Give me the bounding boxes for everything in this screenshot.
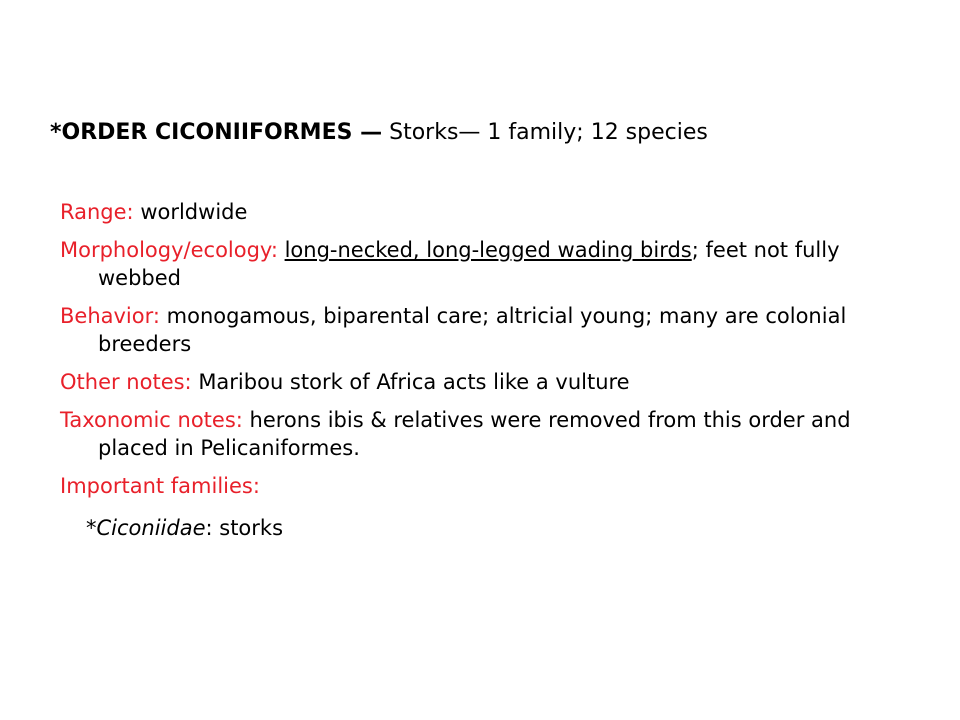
morphology-underlined-text: long-necked, long-legged wading birds [284, 238, 692, 262]
family-marker: * [86, 516, 97, 540]
other-notes-label: Other notes: [60, 370, 192, 394]
family-item-ciconiidae [86, 514, 910, 542]
taxonomic-notes-label: Taxonomic notes: [60, 408, 243, 432]
title-order-name: *ORDER CICONIIFORMES — [50, 120, 383, 145]
family-name: Ciconiidae [96, 516, 206, 540]
important-families-label: Important families: [60, 474, 260, 498]
range-item [60, 198, 910, 226]
family-description: : storks [205, 516, 284, 540]
taxonomic-notes-item [60, 406, 910, 462]
behavior-text: monogamous, biparental care; altricial young; many are colonial breeders [98, 304, 847, 356]
title-description: Storks— 1 family; 12 species [382, 120, 708, 145]
other-notes-text: Maribou stork of Africa acts like a vulture [191, 370, 630, 394]
range-label: Range: [60, 200, 134, 224]
slide-title [50, 118, 930, 148]
morphology-text: ; feet not fully webbed [98, 238, 840, 290]
taxonomic-notes-text: herons ibis & relatives were removed from this order and placed in Pelicaniformes. [98, 408, 851, 460]
other-notes-item [60, 368, 910, 396]
morphology-item [60, 236, 910, 292]
important-families-item [60, 472, 910, 500]
behavior-item [60, 302, 910, 358]
behavior-label: Behavior: [60, 304, 160, 328]
range-text: worldwide [133, 200, 248, 224]
slide-body [60, 198, 910, 542]
morphology-label: Morphology/ecology: [60, 238, 278, 262]
